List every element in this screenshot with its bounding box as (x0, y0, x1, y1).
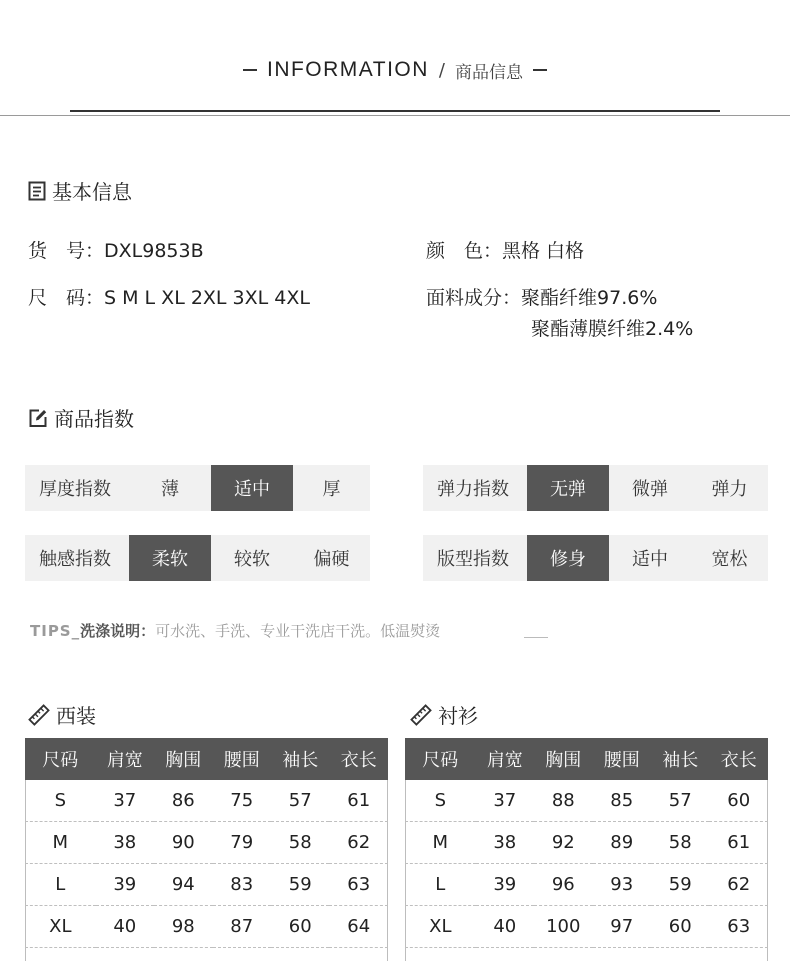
ruler-icon (410, 704, 432, 726)
table-row (405, 906, 768, 948)
color-value: 黑格 白格 (502, 240, 585, 262)
table-header-cell: 肩宽 (476, 738, 534, 780)
table-header-cell: 衣长 (709, 738, 768, 780)
table-header-cell: 腰围 (593, 738, 651, 780)
table-header-cell: 腰围 (213, 738, 271, 780)
table-header-cell: 尺码 (25, 738, 96, 780)
table-cell: 38 (96, 822, 154, 864)
tips-label: 洗涤说明： (80, 622, 156, 640)
tips-underline (524, 637, 548, 638)
table-cell: 38 (476, 822, 534, 864)
fabric-row (426, 283, 657, 310)
table-cell: 63 (329, 864, 388, 906)
table-cell: 98 (154, 906, 212, 948)
table-cell: L (25, 864, 96, 906)
index-row (25, 535, 370, 581)
size-label: 尺 码： (28, 287, 105, 309)
table-cell: 63 (709, 906, 768, 948)
header-underline (70, 110, 720, 112)
table-cell: 57 (651, 780, 709, 822)
table-cell: 64 (329, 906, 388, 948)
color-row (426, 236, 584, 263)
size-row (28, 283, 310, 310)
table-row (25, 822, 388, 864)
index-option-selected: 柔软 (129, 535, 211, 581)
page-header (0, 56, 790, 96)
table-row (25, 906, 388, 948)
table-cell: 62 (329, 822, 388, 864)
table-cell: 59 (271, 864, 329, 906)
index-option-selected: 无弹 (527, 465, 609, 511)
table-header-cell: 袖长 (651, 738, 709, 780)
suit-table-title-text: 西装 (56, 704, 96, 728)
item-number-label: 货 号： (28, 240, 105, 262)
table-cell: 89 (593, 822, 651, 864)
fabric-value-2: 聚酯薄膜纤维2.4% (531, 318, 694, 340)
table-header-cell: 袖长 (271, 738, 329, 780)
table-header-cell: 衣长 (329, 738, 388, 780)
table-cell: 39 (96, 864, 154, 906)
suit-size-table (25, 738, 388, 948)
table-cell: 61 (709, 822, 768, 864)
table-cell: 96 (534, 864, 592, 906)
table-cell: 92 (534, 822, 592, 864)
header-title-en: INFORMATION (266, 58, 429, 81)
index-row-label: 版型指数 (437, 549, 509, 570)
table-cell: 61 (329, 780, 388, 822)
index-row (423, 535, 768, 581)
table-cell: 60 (651, 906, 709, 948)
table-cell: XL (25, 906, 96, 948)
table-cell: 75 (213, 780, 271, 822)
table-cell: 60 (271, 906, 329, 948)
index-option: 薄 (161, 479, 179, 500)
table-header-cell: 胸围 (534, 738, 592, 780)
ruler-icon (28, 704, 50, 726)
index-row-label: 厚度指数 (39, 479, 111, 500)
header-dash-left (243, 69, 257, 71)
tips-prefix: TIPS_ (30, 622, 81, 640)
index-option: 适中 (632, 549, 668, 570)
table-cell: XL (405, 906, 476, 948)
table-row (405, 822, 768, 864)
table-cell: 86 (154, 780, 212, 822)
index-option: 宽松 (711, 549, 748, 570)
table-cell: 40 (96, 906, 154, 948)
table-header-cell: 胸围 (154, 738, 212, 780)
document-icon (28, 181, 46, 201)
basic-info-title (28, 176, 132, 205)
table-cell: 90 (154, 822, 212, 864)
table-cell: 100 (534, 906, 592, 948)
item-number-value: DXL9853B (104, 240, 204, 262)
table-cell: 79 (213, 822, 271, 864)
table-cell: 83 (213, 864, 271, 906)
index-option: 厚 (322, 479, 341, 500)
table-cell: 94 (154, 864, 212, 906)
header-dash-right (533, 69, 547, 71)
index-option: 偏硬 (313, 549, 350, 570)
table-cell: 88 (534, 780, 592, 822)
table-cell: 97 (593, 906, 651, 948)
table-header-cell: 尺码 (405, 738, 476, 780)
item-number-row (28, 236, 204, 263)
wash-tips (30, 620, 440, 641)
table-cell: 85 (593, 780, 651, 822)
index-row-label: 弹力指数 (437, 479, 509, 500)
table-cell: 59 (651, 864, 709, 906)
basic-info-title-text: 基本信息 (52, 180, 132, 204)
header-divider (0, 115, 790, 116)
table-cell: 57 (271, 780, 329, 822)
table-row (405, 864, 768, 906)
index-option-selected: 适中 (211, 465, 293, 511)
suit-table-title (28, 700, 96, 729)
tips-text: 可水洗、手洗、专业干洗店干洗。低温熨烫 (155, 622, 441, 640)
table-cell: 60 (709, 780, 768, 822)
table-cell: 37 (476, 780, 534, 822)
table-header-row (25, 738, 388, 780)
index-row (25, 465, 370, 511)
table-cell: 58 (651, 822, 709, 864)
index-option: 弹力 (711, 479, 748, 500)
fabric-label: 面料成分： (426, 287, 522, 309)
table-cell: 62 (709, 864, 768, 906)
table-cell: 93 (593, 864, 651, 906)
table-cell: S (405, 780, 476, 822)
shirt-size-table (405, 738, 768, 948)
index-option-selected: 修身 (527, 535, 609, 581)
table-cell: M (405, 822, 476, 864)
table-row (405, 780, 768, 822)
index-option: 微弹 (632, 479, 668, 500)
table-cell: 87 (213, 906, 271, 948)
table-cell: L (405, 864, 476, 906)
table-cell: 40 (476, 906, 534, 948)
product-index-title (28, 403, 134, 432)
color-label: 颜 色： (426, 240, 503, 262)
size-value: S M L XL 2XL 3XL 4XL (104, 287, 310, 309)
product-index-title-text: 商品指数 (54, 407, 134, 431)
table-row (25, 864, 388, 906)
index-row-label: 触感指数 (39, 549, 111, 570)
edit-icon (28, 408, 48, 428)
shirt-table-title (410, 700, 478, 729)
shirt-table-title-text: 衬衫 (438, 704, 478, 728)
fabric-value-1: 聚酯纤维97.6% (521, 287, 658, 309)
table-cell: 39 (476, 864, 534, 906)
table-cell: M (25, 822, 96, 864)
table-header-row (405, 738, 768, 780)
index-option: 较软 (234, 549, 270, 570)
table-cell: 58 (271, 822, 329, 864)
header-title-cn: 商品信息 (455, 62, 523, 83)
table-header-cell: 肩宽 (96, 738, 154, 780)
header-slash: / (438, 59, 445, 81)
index-row (423, 465, 768, 511)
table-cell: S (25, 780, 96, 822)
table-row (25, 780, 388, 822)
table-cell: 37 (96, 780, 154, 822)
